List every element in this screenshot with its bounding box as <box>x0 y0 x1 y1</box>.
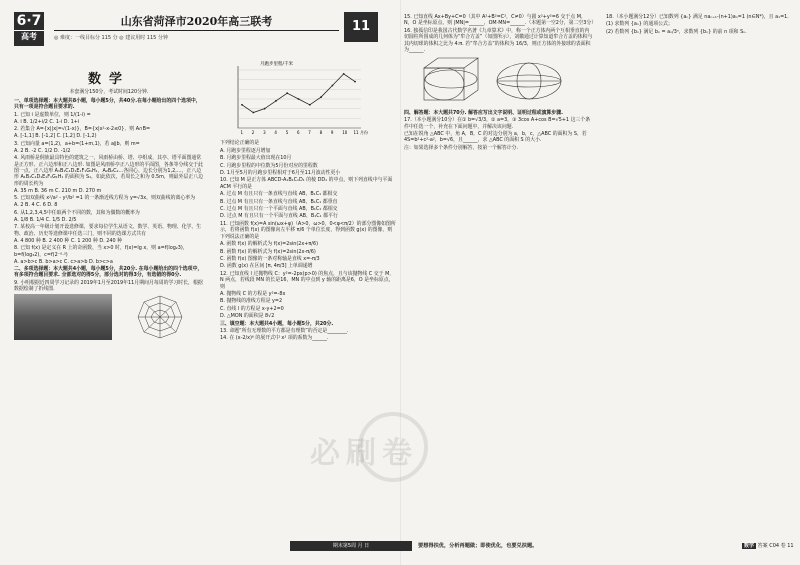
question-line: 12. 已知直线 l 过抛物线 C：y²=-2px(p>0) 的焦点，且与该抛物线 C 交于 M，N 两点，若线段 MN 的长是16，MN 的中点到 y 轴的距离是6，O 是坐标原点，则 <box>220 270 395 290</box>
question-line: C. 过点 M 有且只有一个平面与直线 AB，B₁C₁ 都相交 <box>220 206 338 213</box>
question-line: C. 函数 f(x) 图像的一条对称轴是直线 x=-π/3 <box>220 255 320 262</box>
question-line: 二、多项选择题：本大题共4小题，每小题5分，共20分. 在每小题给出的四个选项中，有多项符合题目要求. 全部选对的得5分，部分选对的得3分，有选错的得0分. <box>14 266 203 279</box>
chart-x-tick: 11 <box>353 130 359 135</box>
question-line: A. 过点 M 有且只有一条直线与直线 AB，B₁C₁ 都相交 <box>220 191 338 198</box>
line-chart <box>220 58 380 138</box>
exam-meta: ◎ 难度：一线目标分 115 分 ◎ 建议用时 115 分钟 <box>54 35 168 41</box>
column-3-questions-a <box>404 14 597 54</box>
chart-x-tick: 5 <box>285 130 289 135</box>
question-line: 下列结论正确的是 <box>220 140 260 147</box>
logo-number: 6·7 <box>16 13 42 29</box>
question-line: A. 2 B. -2 C. 1/2 D. -1/2 <box>14 148 71 155</box>
chart-point <box>286 92 288 94</box>
question-line: 18.（本小题满分12分）已知数列 {aₙ} 满足 naₙ₊₁-(n+1)aₙ=1 (n∈N*)，且 a₁=1. <box>606 14 789 20</box>
chart-point <box>275 100 277 102</box>
footer-page <box>742 541 794 551</box>
chart-point <box>320 96 322 98</box>
chart-point <box>264 108 266 110</box>
question-line: 17.（本小题满分10分）在① b=√3/3，② a=3，③ 3cos A+cos B=√5+1 这三个条件中任选一个，补充在下面问题中，并解决该问题. <box>404 117 591 130</box>
header <box>14 12 379 48</box>
question-line: 三、填空题：本大题共4小题，每小题5分，共20分. <box>220 320 334 327</box>
question-line: 9. 小明根据近四周学习记录的 2019年1月至2019年11月期间月每周的学习时长，根据数据绘制了折线图. <box>14 279 203 293</box>
question-line: 11. 已知函数 f(x)=A sin(ωx+φ)（A>0，ω>0，0<φ<π/2）的部分图像如图所示，若将函数 f(x) 的图像向左平移 π/6 个单位长度，得到函数 g(x) 的图像，则下列说法正确的是 <box>220 220 396 240</box>
watermark: 必刷卷 <box>310 436 418 471</box>
chart-point <box>354 81 356 83</box>
column-1 <box>14 98 204 342</box>
question-line: D. △MON 的面积是 8√2 <box>220 313 275 320</box>
question-line: A. 1/8 B. 1/4 C. 1/5 D. 2/5 <box>14 217 77 224</box>
question-line: (2) 若数列 {bₙ} 满足 bₙ = aₙ/3ⁿ，求数列 {bₙ} 的前 n 项和 Sₙ. <box>606 28 747 35</box>
logo <box>14 12 44 46</box>
question-line: 已知在锐角 △ABC 中，角 A，B，C 的对边分别为 a，b，c，△ABC 的面积为 S，若 4S=b²+c²-a²，b=√6，且______，求 △ABC 的面积 S 的大小. <box>404 131 587 144</box>
question-line: (1) 求数列 {aₙ} 的通项公式； <box>606 21 673 28</box>
question-line: A. i B. 1/2+i/2 C. 1-i D. 1+i <box>14 118 80 125</box>
column-1-questions <box>14 98 204 292</box>
chart-point <box>252 112 254 114</box>
question-line: B. 抛物线的准线方程是 y=2 <box>220 298 283 305</box>
page-title: 山东省菏泽市2020年高三联考 <box>54 14 339 31</box>
chart-x-tick: 4 <box>274 130 277 135</box>
question-line: 7. 某校高一年级计划开设选修课，要求每位学生从语文、数学、英语、物理、化学、生物、政治、历史等选修课中任选三门，则不同的选课方式共有 <box>14 224 202 237</box>
column-3-questions-b <box>404 110 594 151</box>
question-line: D. 过点 M 有且只有一个平面与直线 AB，B₁C₁ 都平行 <box>220 213 338 220</box>
mouhe-fanggai-figure <box>404 56 574 104</box>
footer-badge: 数学 <box>744 543 755 549</box>
octagon-diagram <box>124 294 196 340</box>
footer-slogan: 要想得扶优，分析再题做；即使优化，也要兑扶题。 <box>418 543 538 549</box>
column-3 <box>404 14 597 152</box>
chart-title: 月跑步里程/千米 <box>260 62 294 67</box>
chart-x-tick: 6 <box>297 130 300 135</box>
question-line: 10. 已知 M 是正方体 ABCD-A₁B₁C₁D₁ 的棱 DD₁ 的中点，则下列直线中与平面 ACM 平行的是 <box>220 177 393 190</box>
exam-note: 本套满分150分，考试时间120分钟. <box>69 89 149 95</box>
bridge-photo <box>14 294 112 340</box>
chart-x-label: 月份 <box>360 130 368 135</box>
chart-x-tick: 9 <box>330 130 334 135</box>
question-line: A. 月跑步里程逐月增加 <box>220 147 271 154</box>
column-2 <box>220 58 396 343</box>
q16-figures <box>404 56 594 106</box>
chart-x-tick: 1 <box>240 130 244 135</box>
chart-point <box>343 73 345 75</box>
question-line: A. [-1,1] B. [-1,2] C. [1,2] D. [-1,2) <box>14 133 97 140</box>
column-4 <box>606 14 791 36</box>
footer-page-number: 答案 C04 卷 11 <box>757 543 794 549</box>
question-line: 3. 已知向量 a=(1,2)，a+b=(1+m,1)，若 a∥b，则 m= <box>14 140 140 147</box>
question-line: 8. 已知 f(x) 是定义在 R 上的奇函数，当 x>0 时，f(x)=lg x，则 a=f(log₂3)，b=f(log₃2)，c=f(2⁻⁰·³) <box>14 245 188 258</box>
question-line: 6. 从1,2,3,4,5中任取两个不同的数，其和为偶数的概率为 <box>14 209 140 216</box>
question-line: A. 抛物线 C 的方程是 y²=-8x <box>220 290 286 297</box>
question-line: 4. 风雨桥是侗族最具特色的建筑之一，风雨桥由桥、塔、亭组成，其亭、塔平面图通常是正方形、正六边形和正八边形. 如图是风雨桥亭正八边形的平面图，各条等分线交于此图一点，正八边形 A₁B₁C₁D₁E₁F₁G₁H₁，A₂B₂C₂…各同心，边长分别为1,2,…，正八边形 A₁B₁C₁D₁E₁F₁G₁H₁ 的面积为 S₁，如此依次，若周长之和为 0.5m，则最外层正八边形的周长约为 <box>14 155 204 187</box>
question-line: 一、单项选择题：本大题共8小题，每小题5分，共40分.在每小题给出的四个选项中，只有一项是符合题目要求的. <box>14 98 201 111</box>
chart-x-tick: 3 <box>263 130 266 135</box>
question-line: A. 4 800 种 B. 2 400 种 C. 1 200 种 D. 240 种 <box>14 237 123 244</box>
chart-x-tick: 7 <box>308 130 311 135</box>
question-line: 15. 已知直线 Ax+By+C=0（其中 A²+B²=C²，C≠0）与圆 x²+y²=6 交于点 M，N，O 是坐标原点，则 |MN|=______，OM·MN=______.（本题第一空2分，第二空3分） <box>404 14 597 27</box>
question-line: A. 函数 f(x) 的解析式为 f(x)=2sin(2x+π/6) <box>220 241 318 248</box>
question-line: C. 月跑步里程的中位数为5月份对应的里程数 <box>220 162 318 169</box>
column-4-questions <box>606 14 791 35</box>
question-line: 注：如果选择多个条件分别解答，按第一个解答计分. <box>404 144 519 151</box>
subject-title: 数学 <box>87 72 130 87</box>
question-line: A. 35 m B. 36 m C. 210 m D. 270 m <box>14 187 102 194</box>
chart-point <box>241 104 243 106</box>
chart-point <box>332 85 334 87</box>
chart-point <box>298 98 300 100</box>
q4-figures <box>14 294 204 340</box>
paper-number: 11 <box>344 12 378 42</box>
logo-text: 高考 <box>14 30 44 43</box>
chart-x-tick: 2 <box>251 130 255 135</box>
question-line: D. 函数 g(x) 在区间 [π, 4π/3] 上单调递增 <box>220 263 313 270</box>
question-line: A. 2 B. 4 C. 6 D. 8 <box>14 202 58 209</box>
question-line: B. 过点 M 有且只有一条直线与直线 AB，B₁C₁ 都垂直 <box>220 198 338 205</box>
chart-x-tick: 10 <box>342 130 348 135</box>
question-line: 16. 独孤信印是我国古代数学名著《九章算术》中，称一个正方体内两个互相垂直的内切圆柱所围成的几何体为“牟合方盖”（如图所示），刘徽通过计算知道牟合方盖的体积与其内切球的体积之比为 4:π. 若“牟合方盖”的体积为 16/3，则正方体的外接球的表面积为______. <box>404 27 593 54</box>
question-line: B. 函数 f(x) 的解析式为 f(x)=2sin(2x-π/6) <box>220 248 316 255</box>
question-line: A. a>b>c B. b>a>c C. c>a>b D. b>c>a <box>14 258 113 265</box>
question-line: 2. 若集合 A={x||x|=√(1-x)}，B={x|x²-x-2≤0}，则 A∩B= <box>14 126 151 133</box>
footer-date-box: 期末第5周 月 日 <box>290 541 412 551</box>
column-2-questions <box>220 140 396 341</box>
question-line: B. 月跑步里程最大值出现在10月 <box>220 155 292 162</box>
chart-point <box>309 104 311 106</box>
question-line: D. 1月至5月的月跑步里程相对于6月至11月波动性更小 <box>220 170 341 177</box>
question-line: C. 直线 l 的方程是 x-y+2=0 <box>220 305 284 312</box>
question-line: 1. 已知 i 是虚数单位，则 1/(1-i) = <box>14 111 91 118</box>
chart-x-tick: 8 <box>319 130 323 135</box>
question-line: 13. 命题“所有无理数的平方都是有理数”的否定是________. <box>220 327 349 334</box>
question-line: 5. 已知双曲线 x²/a² - y²/b² =1 的一条渐近线方程为 y=√3x，则双曲线的离心率为 <box>14 195 196 202</box>
question-line: 四、解答题：本大题共70分. 解答应写出文字说明、证明过程或演算步骤. <box>404 109 563 116</box>
question-line: 14. 在 (x-2/x)⁶ 的展开式中 x² 项的系数为______. <box>220 335 329 342</box>
